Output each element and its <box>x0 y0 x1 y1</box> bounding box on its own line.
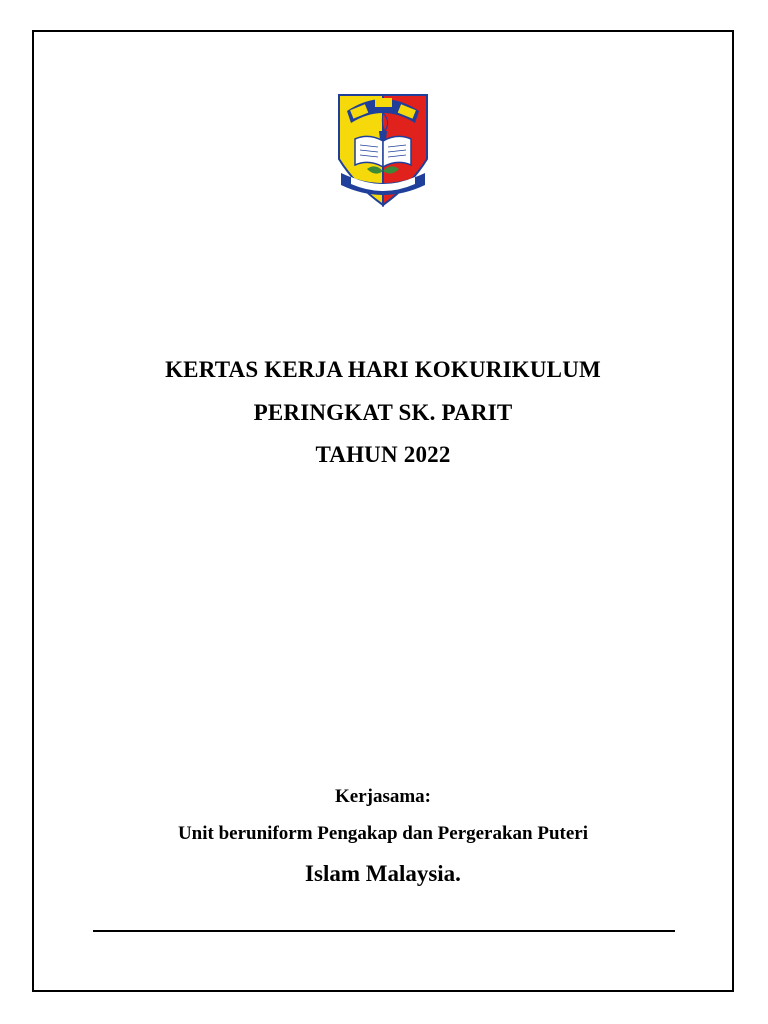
collaboration-label: Kerjasama: <box>334 786 432 807</box>
school-crest-icon <box>333 89 433 209</box>
bottom-divider <box>93 930 675 932</box>
title-line-1: KERTAS KERJA HARI KOKURIKULUM <box>165 357 601 382</box>
title-line-3: TAHUN 2022 <box>315 442 451 467</box>
collaboration-line-1: Unit beruniform Pengakap dan Pergerakan Puteri <box>177 823 589 844</box>
title-line-2: PERINGKAT SK. PARIT <box>253 400 513 425</box>
collaboration-line-2: Islam Malaysia. <box>305 861 461 886</box>
